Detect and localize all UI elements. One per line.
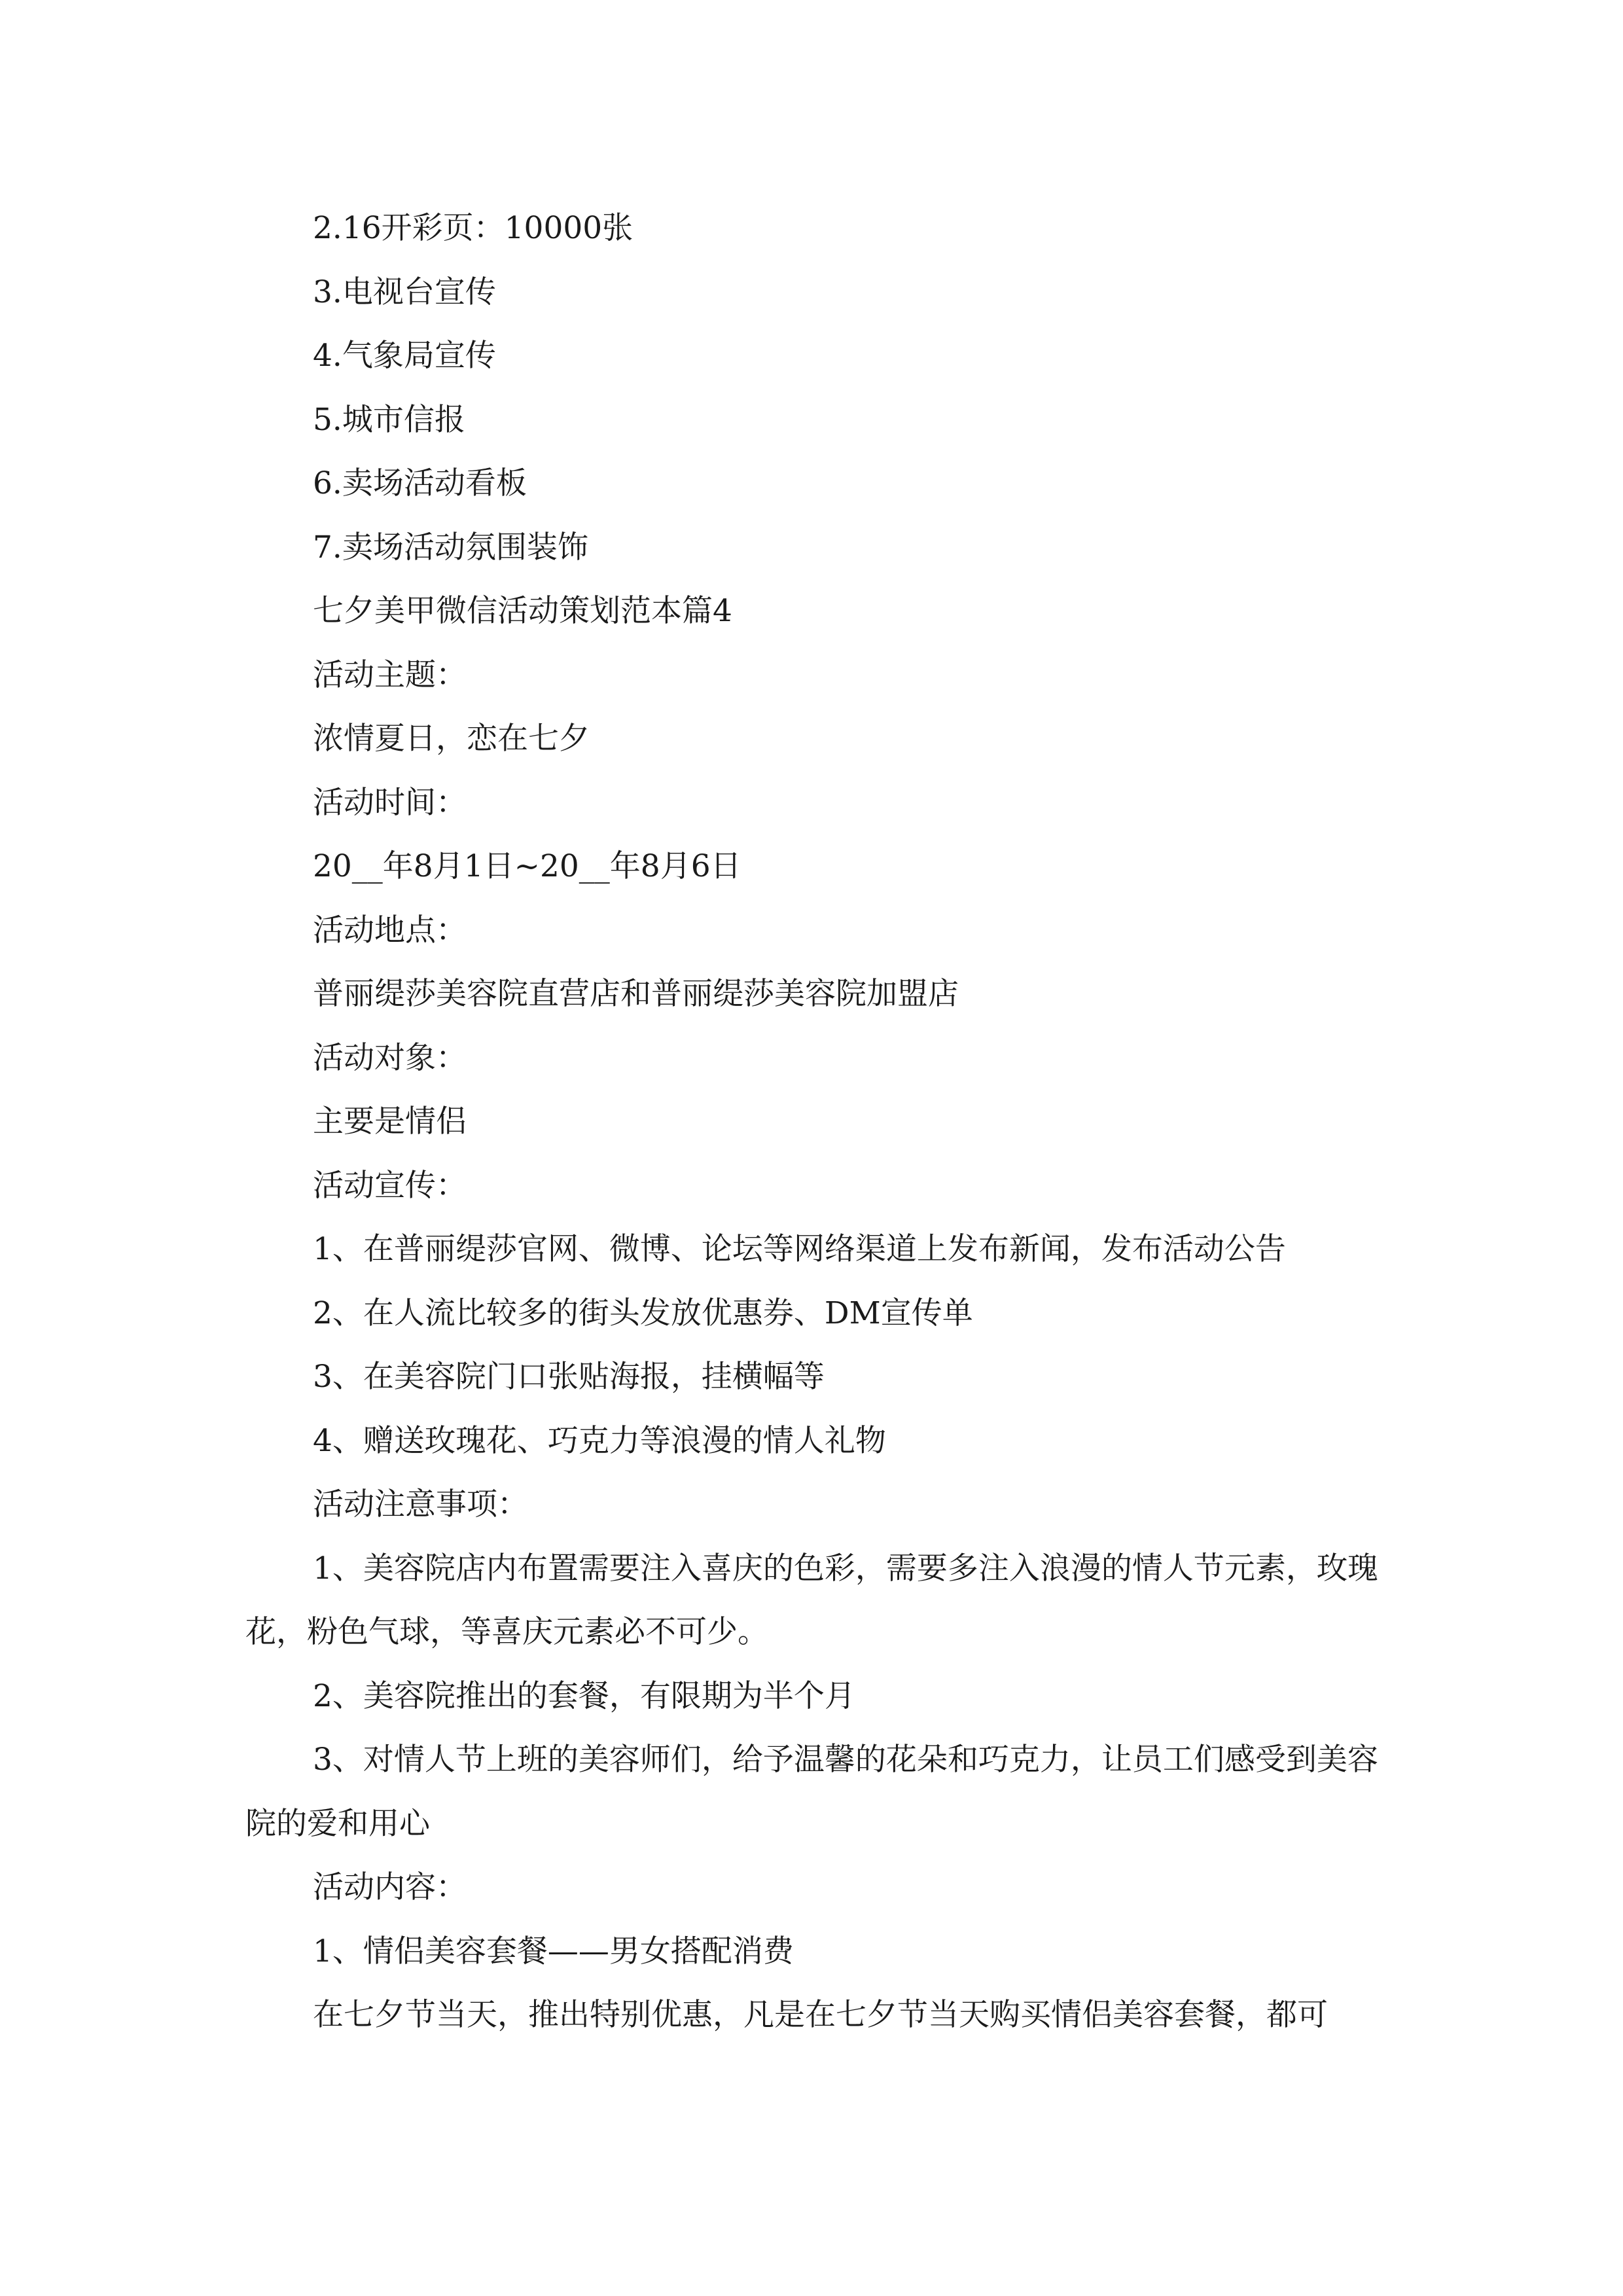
text-line: 活动对象： (313, 1039, 467, 1076)
text-line: 7.卖场活动氛围装饰 (313, 529, 588, 565)
text-line: 活动注意事项： (313, 1486, 528, 1522)
paragraph: 3、对情人节上班的美容师们，给予温馨的花朵和巧克力，让员工们感受到美容院的爱和用心 (245, 1742, 1378, 1842)
text-line: 活动内容： (313, 1869, 467, 1905)
section-heading: 七夕美甲微信活动策划范本篇4 (313, 593, 732, 629)
text-line: 3、在美容院门口张贴海报，挂横幅等 (313, 1359, 825, 1395)
text-line: 活动地点： (313, 912, 467, 948)
text-line: 活动宣传： (313, 1167, 467, 1204)
text-line: 5.城市信报 (313, 401, 465, 438)
text-line: 2、在人流比较多的街头发放优惠券、DM宣传单 (313, 1295, 973, 1331)
text-line: 2、美容院推出的套餐，有限期为半个月 (313, 1677, 855, 1714)
text-line: 活动主题： (313, 656, 467, 693)
text-line: 浓情夏日，恋在七夕 (313, 721, 590, 757)
text-line: 在七夕节当天，推出特别优惠，凡是在七夕节当天购买情侣美容套餐，都可 (313, 1997, 1328, 2033)
document-body (245, 196, 1384, 2047)
text-line: 20__年8月1日~20__年8月6日 (313, 848, 741, 884)
paragraph: 1、美容院店内布置需要注入喜庆的色彩，需要多注入浪漫的情人节元素，玫瑰花，粉色气球，等喜庆元素必不可少。 (245, 1550, 1378, 1650)
text-line: 1、情侣美容套餐——男女搭配消费 (313, 1933, 794, 1969)
text-line: 2.16开彩页：10000张 (313, 210, 633, 246)
text-line: 活动时间： (313, 784, 467, 821)
text-line: 4.气象局宣传 (313, 338, 496, 374)
text-line: 3.电视台宣传 (313, 274, 496, 310)
text-line: 6.卖场活动看板 (313, 465, 527, 501)
text-line: 4、赠送玫瑰花、巧克力等浪漫的情人礼物 (313, 1422, 886, 1459)
text-line: 普丽缇莎美容院直营店和普丽缇莎美容院加盟店 (313, 976, 959, 1012)
text-line: 主要是情侣 (313, 1103, 467, 1139)
text-line: 1、在普丽缇莎官网、微博、论坛等网络渠道上发布新闻，发布活动公告 (313, 1231, 1286, 1267)
